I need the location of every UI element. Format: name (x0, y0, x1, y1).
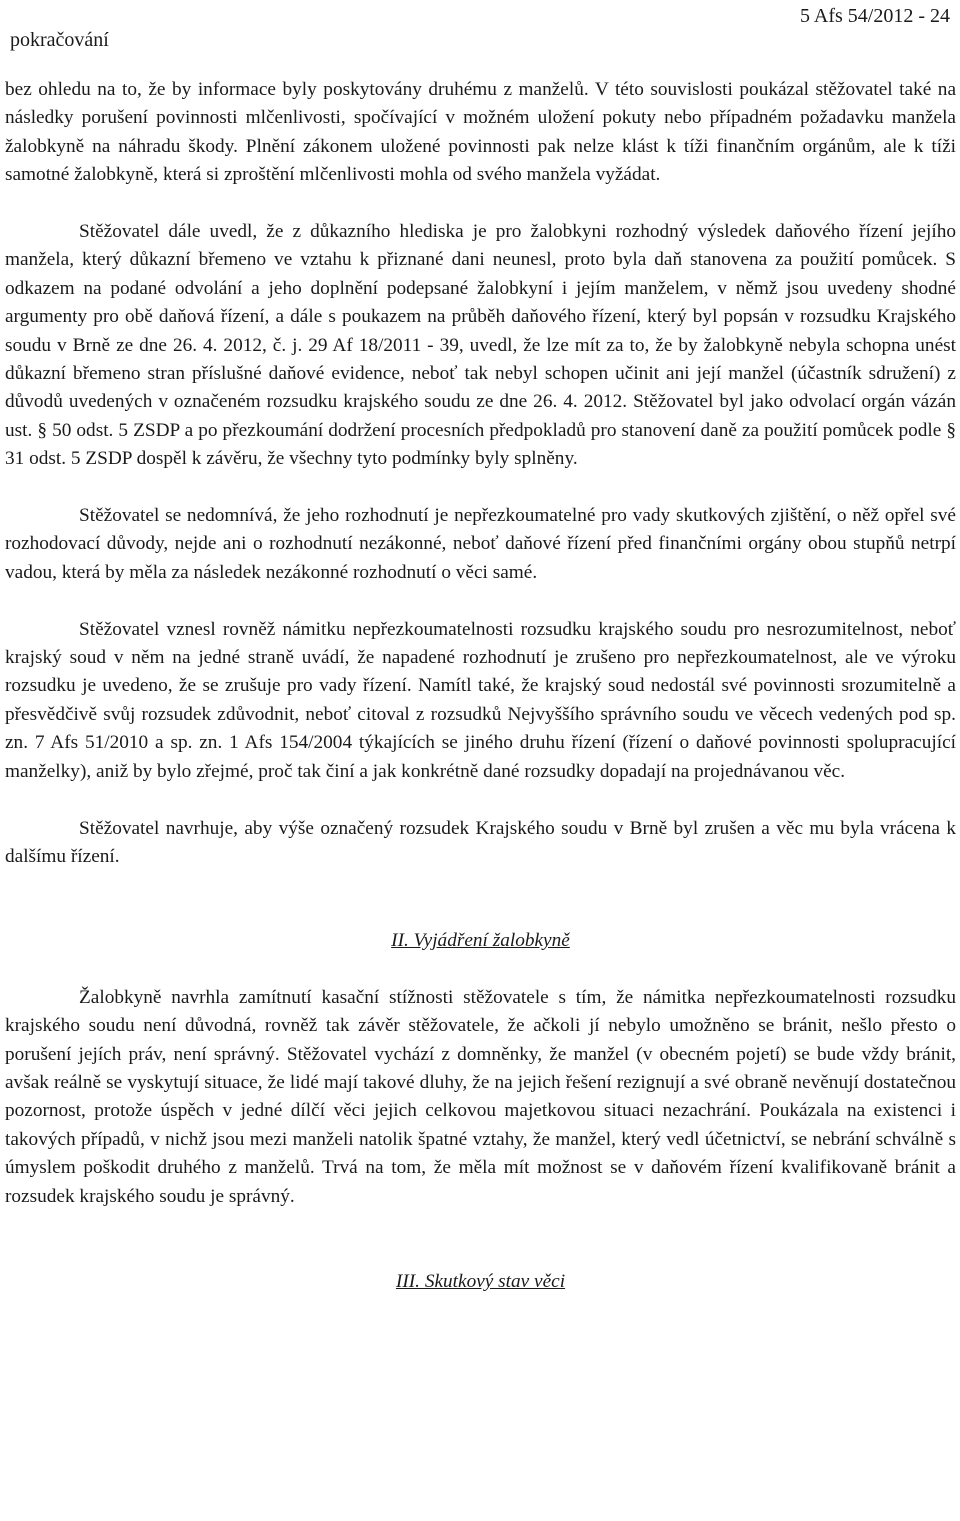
paragraph-2: Stěžovatel dále uvedl, že z důkazního hlediska je pro žalobkyni rozhodný výsledek daňového řízení jejího manžela, který důkazní břemeno ve vztahu k přiznané dani neunesl, proto byla daň stanovena za použití pomůcek. S odkazem na podané odvolání a jeho doplnění podepsané žalobkyní i jejím manželem, v němž jsou uvedeny shodné argumenty pro obě daňová řízení, a dále s poukazem na průběh daňového řízení, který byl popsán v rozsudku Krajského soudu v Brně ze dne 26. 4. 2012, č. j. 29 Af 18/2011 - 39, uvedl, že lze mít za to, že by žalobkyně nebyla schopna unést důkazní břemeno stran příslušné daňové evidence, neboť tak nebyl schopen učinit ani její manžel (účastník sdružení) z důvodů uvedených v označeném rozsudku krajského soudu ze dne 26. 4. 2012. Stěžovatel byl jako odvolací orgán vázán ust. § 50 odst. 5 ZSDP a po přezkoumání dodržení procesních předpokladů pro stanovení daně za použití pomůcek podle § 31 odst. 5 ZSDP dospěl k závěru, že všechny tyto podmínky byly splněny. (5, 221, 956, 470)
section-heading-3: III. Skutkový stav věci (395, 1270, 566, 1292)
paragraph-5: Stěžovatel navrhuje, aby výše označený rozsudek Krajského soudu v Brně byl zrušen a věc mu byla vrácena k dalšímu řízení. (5, 817, 956, 867)
page-header (5, 0, 956, 70)
section2-paragraph: Žalobkyně navrhla zamítnutí kasační stížnosti stěžovatele s tím, že námitka nepřezkoumatelnosti rozsudku krajského soudu není důvodná, rovněž tak závěr stěžovatele, že ačkoli jí nebylo umožněno se bránit, nešlo přesto o porušení jejích práv, není správný. Stěžovatel vychází z domněnky, že manžel (v obecném pojetí) se bude vždy bránit, avšak reálně se vyskytují situace, že lidé mají takové dluhy, že na jejich řešení rezignují a své obraně nevěnují dostatečnou pozornost, protože úspěch v jedné dílčí věci jejich celkovou majetkovou situaci nezachrání. Poukázala na existenci i takových případů, v nichž jsou mezi manželi natolik špatné vztahy, že manžel, který vedl účetnictví, se nebrání schválně s úmyslem poškodit druhého z manželů. Trvá na tom, že měla mít možnost se v daňovém řízení kvalifikovaně bránit a rozsudek krajského soudu je správný. (5, 986, 956, 1207)
paragraph-3: Stěžovatel se nedomnívá, že jeho rozhodnutí je nepřezkoumatelné pro vady skutkových zjištění, o něž opřel své rozhodovací důvody, nejde ani o rozhodnutí nezákonné, neboť daňové řízení před finančními orgány obou stupňů netrpí vadou, která by měla za následek nezákonné rozhodnutí o věci samé. (5, 505, 956, 583)
case-number: 5 Afs 54/2012 - 24 (800, 5, 950, 27)
continuation-label: pokračování (10, 29, 109, 51)
paragraph-1: bez ohledu na to, že by informace byly poskytovány druhému z manželů. V této souvislosti poukázal stěžovatel také na následky porušení povinnosti mlčenlivosti, spočívající v možném uložení pokuty nebo případném požadavku manžela žalobkyně na náhradu škody. Plnění zákonem uložené povinnosti pak nelze klást k tíži finančním orgánům, ale k tíži samotné žalobkyně, která si zproštění mlčenlivosti mohla od svého manžela vyžádat. (5, 79, 956, 186)
paragraph-4: Stěžovatel vznesl rovněž námitku nepřezkoumatelnosti rozsudku krajského soudu pro nesrozumitelnost, neboť krajský soud v něm na jedné straně uvádí, že napadené rozhodnutí je zrušeno pro nepřezkoumatelnost, ale ve výroku rozsudku je uvedeno, že se zrušuje pro vady řízení. Namítl také, že krajský soud nedostál své povinnosti srozumitelně a přesvědčivě svůj rozsudek zdůvodnit, neboť citoval z rozsudků Nejvyššího správního soudu ve věcech vedených pod sp. zn. 7 Afs 51/2010 a sp. zn. 1 Afs 154/2004 týkajících se jiného druhu řízení (řízení o daňové povinnosti spolupracující manželky), aniž by bylo zřejmé, proč tak činí a jak konkrétně dané rozsudky dopadají na projednávanou věc. (5, 618, 956, 782)
section-heading-2: II. Vyjádření žalobkyně (391, 930, 570, 952)
